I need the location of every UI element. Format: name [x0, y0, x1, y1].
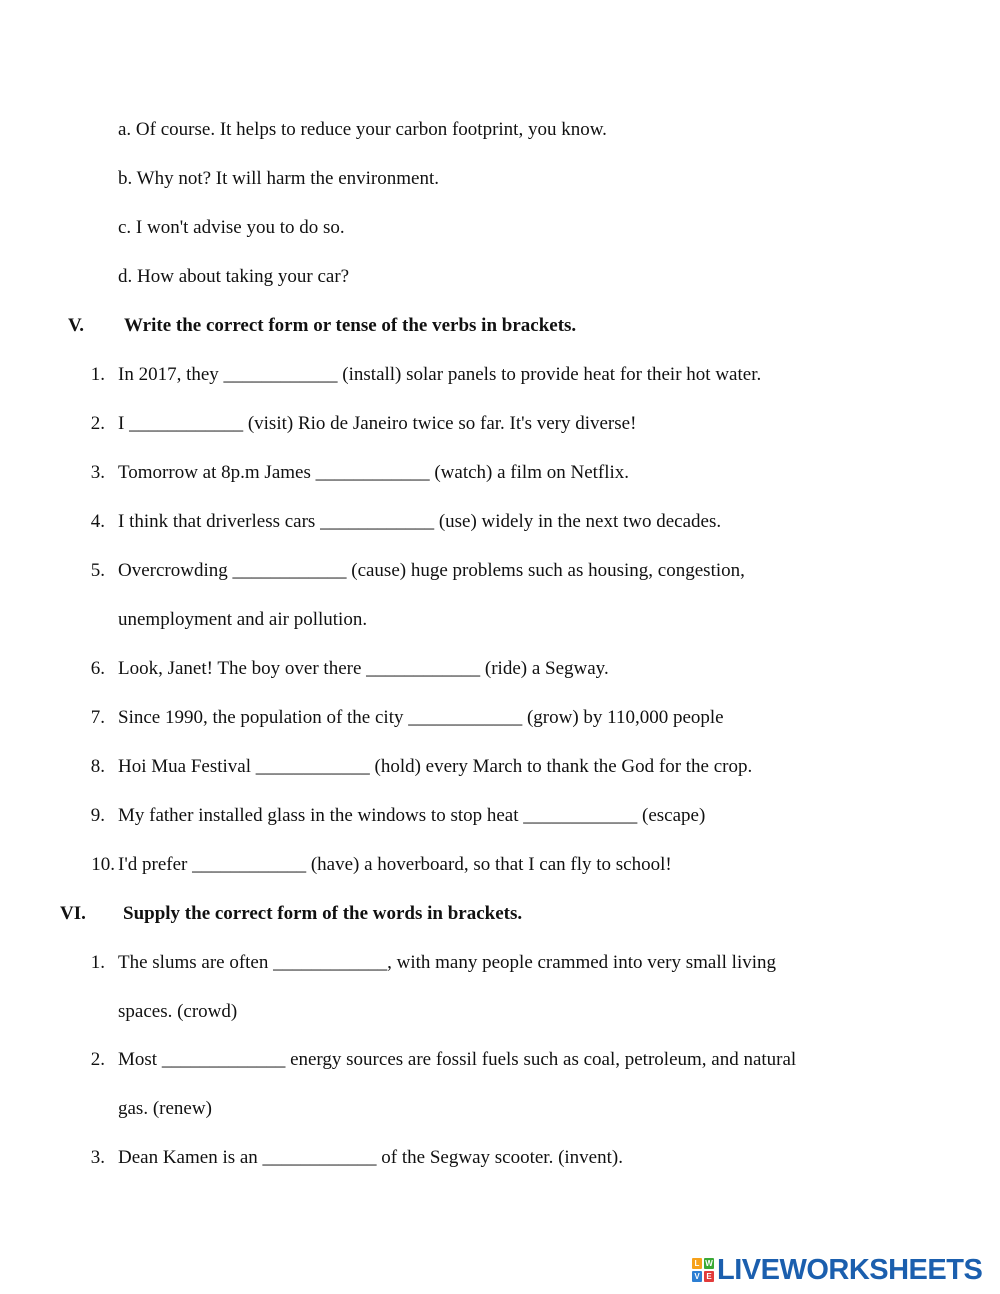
- item-text: Overcrowding ____________ (cause) huge problems such as housing, congestion,: [118, 560, 745, 581]
- item-number: 5.: [90, 560, 105, 581]
- logo-grid-icon: [692, 1258, 714, 1282]
- logo-tile: L: [692, 1258, 702, 1269]
- item-text: I'd prefer ____________ (have) a hoverboard, so that I can fly to school!: [118, 854, 672, 875]
- item-text: Most _____________ energy sources are fossil fuels such as coal, petroleum, and natural: [118, 1049, 797, 1070]
- item-text: Dean Kamen is an ____________ of the Segway scooter. (invent).: [118, 1147, 623, 1168]
- option-d: d. How about taking your car?: [118, 266, 350, 287]
- item-number: 1.: [90, 364, 105, 385]
- section-5-title: Write the correct form or tense of the verbs in brackets.: [124, 315, 577, 336]
- section-5-number: V.: [68, 315, 85, 336]
- item-number: 2.: [90, 1049, 105, 1070]
- item-text: I think that driverless cars ____________ (use) widely in the next two decades.: [118, 511, 722, 532]
- logo-tile: V: [692, 1271, 702, 1282]
- logo-text: LIVEWORKSHEETS: [717, 1254, 983, 1286]
- item-text-continued: unemployment and air pollution.: [118, 609, 368, 630]
- item-text-continued: spaces. (crowd): [118, 1001, 238, 1022]
- section-6-number: VI.: [60, 903, 86, 924]
- item-number: 7.: [90, 707, 105, 728]
- item-number: 2.: [90, 413, 105, 434]
- item-text: Tomorrow at 8p.m James ____________ (watch) a film on Netflix.: [118, 462, 630, 483]
- item-number: 4.: [90, 511, 105, 532]
- item-number: 3.: [90, 462, 105, 483]
- option-b: b. Why not? It will harm the environment.: [118, 168, 439, 189]
- liveworksheets-logo[interactable]: [692, 1255, 982, 1285]
- section-6-title: Supply the correct form of the words in brackets.: [123, 903, 523, 924]
- item-text: Hoi Mua Festival ____________ (hold) every March to thank the God for the crop.: [118, 756, 753, 777]
- item-number: 1.: [90, 952, 105, 973]
- item-number: 6.: [90, 658, 105, 679]
- item-number: 9.: [90, 805, 105, 826]
- item-number: 8.: [90, 756, 105, 777]
- logo-tile: E: [704, 1271, 714, 1282]
- item-text-continued: gas. (renew): [118, 1098, 212, 1119]
- item-text: The slums are often ____________, with many people crammed into very small living: [118, 952, 777, 973]
- item-text: My father installed glass in the windows to stop heat ____________ (escape): [118, 805, 706, 826]
- item-text: Since 1990, the population of the city ____________ (grow) by 110,000 people: [118, 707, 724, 728]
- option-a: a. Of course. It helps to reduce your carbon footprint, you know.: [118, 119, 607, 140]
- item-number: 3.: [90, 1147, 105, 1168]
- item-number: 10.: [91, 854, 115, 875]
- option-c: c. I won't advise you to do so.: [118, 217, 345, 238]
- item-text: I ____________ (visit) Rio de Janeiro twice so far. It's very diverse!: [118, 413, 637, 434]
- item-text: In 2017, they ____________ (install) solar panels to provide heat for their hot water.: [118, 364, 762, 385]
- logo-tile: W: [705, 1259, 713, 1268]
- item-text: Look, Janet! The boy over there ____________ (ride) a Segway.: [118, 658, 609, 679]
